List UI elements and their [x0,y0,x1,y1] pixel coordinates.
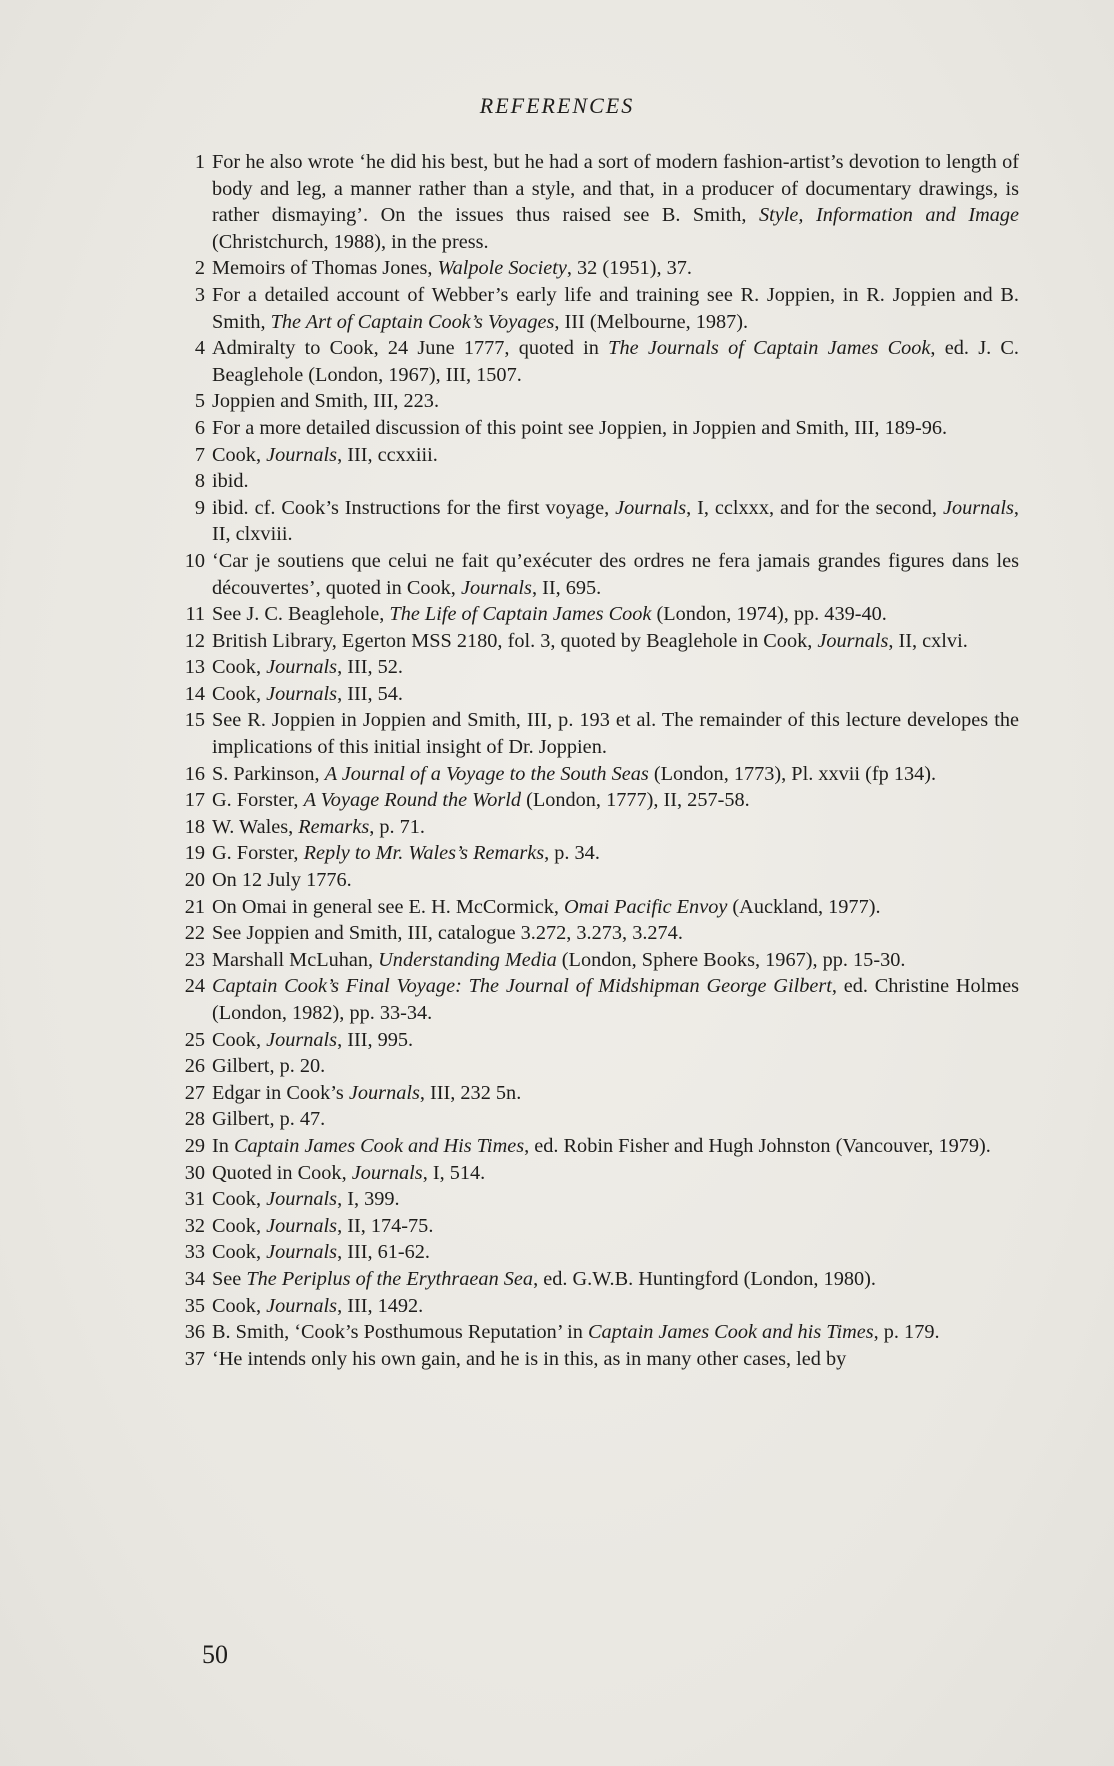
reference-number: 35 [184,1294,205,1317]
reference-title: Journals [266,1028,338,1051]
reference-text-segment: (London, 1777), II, 257-58. [521,789,750,812]
reference-item [171,681,1019,708]
reference-title: Remarks [298,815,370,838]
reference-number: 15 [184,709,205,732]
reference-text-segment: Gilbert, p. 47. [212,1108,326,1131]
reference-list [171,149,1019,1372]
reference-text-segment: , ed. Christine Holmes (London, 1982), pp. 33-34. [212,975,1019,1024]
reference-text-segment: For he also wrote ‘he did his best, but he had a sort of modern fashion-artist’s devotion to length of body and leg, a manner rather than a style, and that, in a producer of documentary drawings, is rather dismaying’. On the issues thus raised see B. Smith, [212,151,1019,227]
reference-text [212,1293,1019,1320]
reference-number: 3 [194,283,205,306]
reference-text-segment: For a detailed account of Webber’s early life and training see R. Joppien, in R. Joppien and B. Smith, [212,283,1019,333]
reference-item [171,654,1019,681]
reference-text-segment: G. Forster, [212,842,304,865]
reference-title: The Periplus of the Erythraean Sea [246,1267,534,1290]
reference-text-segment: , III, 1492. [337,1294,424,1317]
reference-number: 2 [194,257,205,280]
reference-text-segment: (Auckland, 1977). [727,895,881,918]
reference-item [171,442,1019,469]
reference-text-segment: , ed. G.W.B. Huntingford (London, 1980). [533,1267,876,1290]
reference-text-segment: , III, 54. [337,682,403,705]
reference-item [171,1293,1019,1320]
reference-item [171,1346,1019,1373]
reference-text [212,601,1019,628]
reference-text-segment: ‘He intends only his own gain, and he is in this, as in many other cases, led by [212,1347,847,1370]
reference-text-segment: In [212,1134,234,1157]
reference-text [212,1213,1019,1240]
reference-number: 30 [184,1161,205,1184]
reference-title: Journals [266,656,338,679]
reference-text-segment: , p. 71. [369,815,425,838]
reference-text [212,761,1019,788]
reference-text [212,1239,1019,1266]
reference-text-segment: ibid. [212,470,249,493]
reference-title: Captain James Cook and His Times [233,1134,525,1157]
reference-text-segment: (London, 1773), Pl. xxvii (fp 134). [648,762,937,785]
reference-title: Journals [266,443,338,466]
reference-text-segment: , II, 695. [531,576,602,599]
reference-text [212,1027,1019,1054]
reference-text-segment: , p. 34. [544,842,600,865]
reference-number: 8 [194,470,205,493]
reference-title: Journals [266,682,338,705]
reference-item [171,628,1019,655]
reference-text-segment: See Joppien and Smith, III, catalogue 3.272, 3.273, 3.274. [212,922,683,945]
reference-text-segment: Cook, [212,682,267,705]
reference-text-segment: , II, 174-75. [337,1214,434,1237]
reference-title: Journals [266,1214,338,1237]
reference-item [171,1239,1019,1266]
reference-item [171,1080,1019,1107]
reference-text [212,920,1019,947]
reference-item [171,920,1019,947]
reference-number: 31 [184,1188,205,1211]
reference-text [212,1053,1019,1080]
reference-text-segment: For a more detailed discussion of this point see Joppien, in Joppien and Smith, III, 189-96. [212,416,948,439]
reference-item [171,787,1019,814]
reference-item [171,335,1019,388]
reference-number: 16 [184,762,205,785]
reference-text-segment: (London, Sphere Books, 1967), pp. 15-30. [556,948,906,971]
reference-text [212,442,1019,469]
reference-title: Journals [266,1294,338,1317]
reference-text [212,495,1019,548]
reference-title: Journals [266,1188,338,1211]
reference-text [212,1319,1019,1346]
reference-number: 20 [184,869,205,892]
reference-title: Captain James Cook and his Times [587,1321,874,1344]
reference-text [212,335,1019,388]
reference-item [171,282,1019,335]
reference-title: A Voyage Round the World [303,789,522,812]
reference-number: 14 [184,682,205,705]
reference-text-segment: Admiralty to Cook, 24 June 1777, quoted in [212,337,609,360]
reference-text-segment: , III, 52. [337,656,403,679]
reference-text-segment: ibid. cf. Cook’s Instructions for the first voyage, [212,496,616,519]
reference-text-segment: On Omai in general see E. H. McCormick, [212,895,565,918]
reference-item [171,1053,1019,1080]
reference-text [212,1346,1019,1373]
reference-number: 10 [184,549,205,572]
reference-item [171,707,1019,760]
reference-item [171,973,1019,1026]
reference-item [171,415,1019,442]
reference-text-segment: , ed. Robin Fisher and Hugh Johnston (Vancouver, 1979). [524,1134,991,1157]
reference-number: 4 [194,337,205,360]
reference-text [212,548,1019,601]
reference-text-segment: Marshall McLuhan, [212,948,379,971]
reference-text [212,282,1019,335]
reference-text-segment: On 12 July 1776. [212,869,352,892]
reference-item [171,1213,1019,1240]
reference-number: 25 [184,1028,205,1051]
reference-title: The Art of Captain Cook’s Voyages [270,310,555,333]
reference-text [212,255,1019,282]
reference-item [171,1027,1019,1054]
reference-number: 27 [184,1081,205,1104]
reference-title: Style, Information and Image [758,204,1019,227]
reference-text [212,840,1019,867]
reference-number: 12 [184,629,205,652]
reference-text-segment: Cook, [212,1294,267,1317]
reference-text-segment: , III, ccxxiii. [337,443,438,466]
reference-item [171,1186,1019,1213]
reference-item [171,947,1019,974]
reference-item [171,495,1019,548]
reference-title: Journals [460,576,532,599]
reference-text-segment: , III, 995. [337,1028,414,1051]
reference-text-segment: S. Parkinson, [212,762,325,785]
reference-text [212,1133,1019,1160]
page-heading: REFERENCES [479,93,635,118]
reference-item [171,761,1019,788]
reference-number: 6 [194,416,205,439]
reference-text-segment: (London, 1974), pp. 439-40. [651,603,887,626]
reference-number: 37 [184,1347,205,1370]
reference-number: 19 [184,842,205,865]
reference-text [212,947,1019,974]
reference-text-segment: (Christchurch, 1988), in the press. [212,230,489,253]
reference-number: 32 [184,1214,205,1237]
reference-item [171,1266,1019,1293]
reference-title: Journals [266,1241,338,1264]
reference-text-segment: See J. C. Beaglehole, [212,603,390,626]
reference-number: 23 [184,948,205,971]
reference-text [212,1186,1019,1213]
reference-text-segment: , 32 (1951), 37. [566,257,692,280]
reference-text [212,1106,1019,1133]
reference-number: 28 [184,1108,205,1131]
reference-number: 33 [184,1241,205,1264]
reference-text-segment: , p. 179. [873,1321,940,1344]
reference-text [212,707,1019,760]
reference-text [212,1160,1019,1187]
reference-text [212,1266,1019,1293]
reference-title: The Life of Captain James Cook [389,603,652,626]
reference-item [171,388,1019,415]
reference-title: Omai Pacific Envoy [564,895,728,918]
reference-text-segment: Edgar in Cook’s [212,1081,349,1104]
reference-text-segment: See [212,1267,247,1290]
reference-item [171,468,1019,495]
page-number: 50 [202,1640,228,1669]
reference-number: 22 [184,922,205,945]
reference-item [171,1319,1019,1346]
reference-text-segment: Quoted in Cook, [212,1161,352,1184]
reference-text-segment: Cook, [212,1241,267,1264]
reference-item [171,255,1019,282]
reference-text [212,468,1019,495]
reference-title: Journals [615,496,687,519]
reference-text-segment: , III (Melbourne, 1987). [554,310,749,333]
reference-title: Journals [351,1161,423,1184]
reference-text [212,814,1019,841]
reference-number: 18 [184,815,205,838]
reference-text-segment: Cook, [212,443,267,466]
reference-item [171,867,1019,894]
reference-number: 34 [184,1267,205,1290]
reference-text-segment: Joppien and Smith, III, 223. [212,390,440,413]
reference-number: 13 [184,656,205,679]
reference-text-segment: ‘Car je soutiens que celui ne fait qu’exécuter des ordres ne fera jamais grandes figures dans les découvertes’, quoted in Cook, [212,549,1019,599]
reference-item [171,149,1019,255]
reference-item [171,894,1019,921]
reference-text-segment: Cook, [212,656,267,679]
reference-text-segment: , I, 399. [337,1188,400,1211]
reference-text-segment: Cook, [212,1214,267,1237]
reference-text-segment: Cook, [212,1028,267,1051]
reference-text [212,681,1019,708]
reference-text [212,628,1019,655]
reference-number: 5 [194,390,205,413]
reference-text-segment: , I, 514. [422,1161,486,1184]
reference-title: A Journal of a Voyage to the South Seas [324,762,649,785]
reference-number: 21 [184,895,205,918]
reference-title: Walpole Society [437,257,567,280]
reference-item [171,548,1019,601]
reference-text [212,415,1019,442]
reference-title: Journals [348,1081,420,1104]
reference-number: 9 [194,496,205,519]
reference-text [212,388,1019,415]
reference-text [212,894,1019,921]
reference-text-segment: B. Smith, ‘Cook’s Posthumous Reputation’ in [212,1321,588,1344]
reference-title: Captain Cook’s Final Voyage: The Journal of Midshipman George Gilbert [212,975,832,998]
reference-item [171,1160,1019,1187]
reference-item [171,1106,1019,1133]
reference-text [212,1080,1019,1107]
reference-title: Journals [942,496,1014,519]
reference-text-segment: , ed. J. C. Beaglehole (London, 1967), III, 1507. [212,337,1019,386]
reference-number: 24 [184,975,205,998]
reference-text-segment: G. Forster, [212,789,304,812]
reference-text-segment: , I, cclxxx, and for the second, [686,496,943,519]
reference-item [171,601,1019,628]
reference-text-segment: See R. Joppien in Joppien and Smith, III, p. 193 et al. The remainder of this lecture developes the implications of this initial insight of Dr. Joppien. [212,709,1019,759]
reference-item [171,1133,1019,1160]
reference-text-segment: , III, 232 5n. [419,1081,522,1104]
reference-text-segment: British Library, Egerton MSS 2180, fol. 3, quoted by Beaglehole in Cook, [212,629,818,652]
reference-number: 29 [184,1134,205,1157]
reference-number: 26 [184,1055,205,1078]
reference-number: 1 [194,151,205,173]
reference-text [212,787,1019,814]
reference-number: 17 [184,789,205,812]
reference-text-segment: Gilbert, p. 20. [212,1055,326,1078]
reference-text-segment: , II, cxlvi. [888,629,968,652]
reference-number: 36 [184,1321,205,1344]
reference-item [171,814,1019,841]
reference-text-segment: , III, 61-62. [337,1241,431,1264]
reference-item [171,840,1019,867]
reference-text [212,973,1019,1026]
reference-title: Reply to Mr. Wales’s Remarks [303,842,545,865]
reference-text [212,867,1019,894]
reference-title: Journals [817,629,889,652]
reference-title: The Journals of Captain James Cook [608,337,931,360]
reference-title: Understanding Media [378,948,557,971]
reference-text-segment: Cook, [212,1188,267,1211]
reference-text [212,149,1019,255]
reference-text-segment: , II, clxviii. [212,496,1019,546]
reference-text-segment: W. Wales, [212,815,299,838]
reference-number: 7 [194,443,205,466]
reference-text [212,654,1019,681]
reference-number: 11 [185,603,205,626]
reference-text-segment: Memoirs of Thomas Jones, [212,257,438,280]
